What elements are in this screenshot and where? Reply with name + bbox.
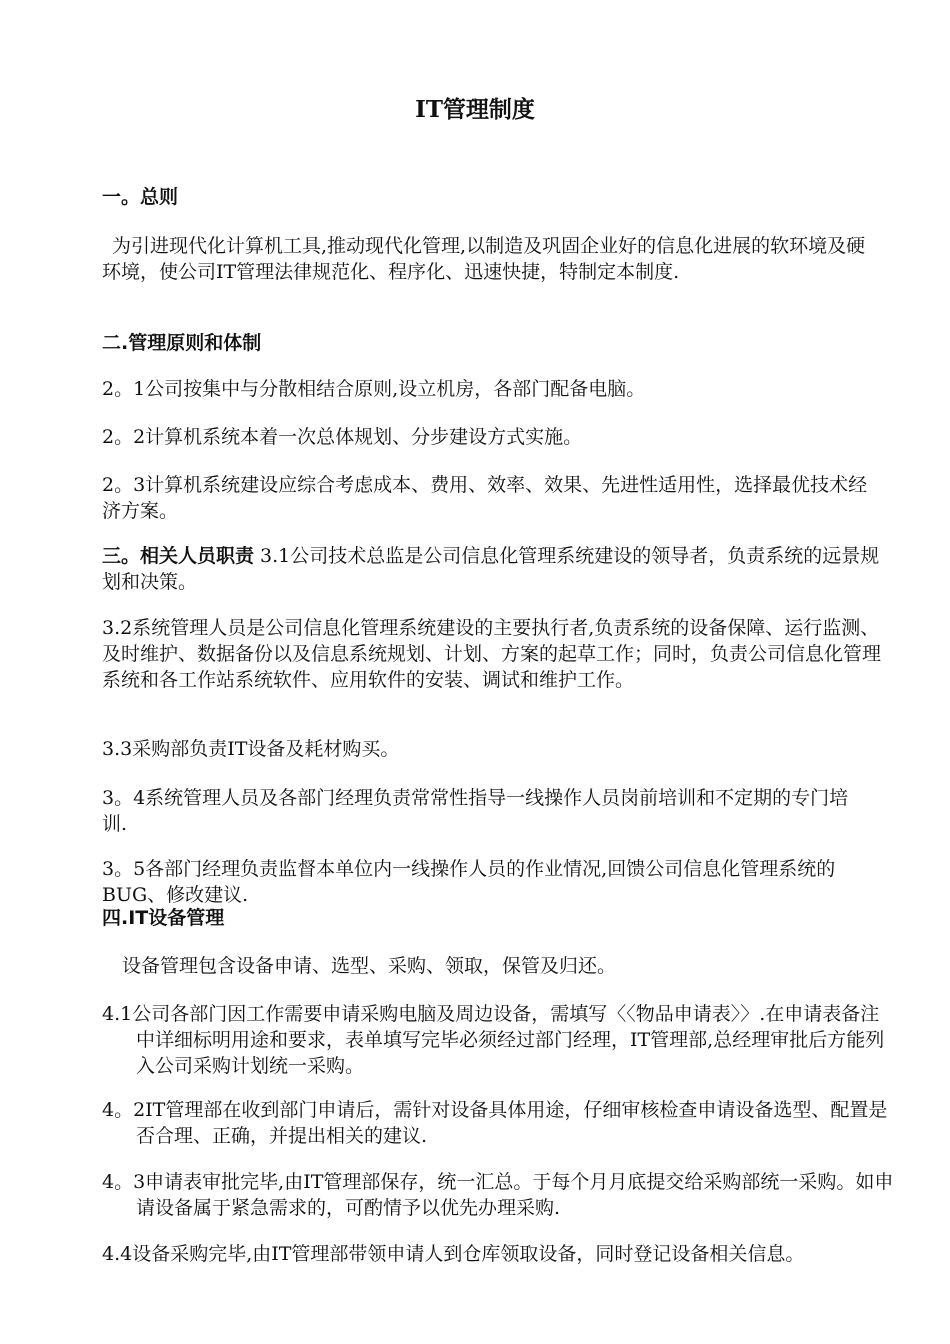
clause-4-2: 4。2IT管理部在收到部门申请后，需针对设备具体用途，仔细审核检查申请设备选型、配置是否合理、正确，并提出相关的建议.: [102, 1099, 888, 1147]
clause-3-5: 3。5各部门经理负责监督本单位内一线操作人员的作业情况,回馈公司信息化管理系统的BUG、修改建议.: [102, 858, 836, 906]
section-3-heading: 三。相关人员职责: [102, 545, 255, 567]
clause-2-3: 2。3计算机系统建设应综合考虑成本、费用、效率、效果、先进性适用性，选择最优技术经济方案。: [102, 474, 868, 522]
clause-3-3: 3.3采购部负责IT设备及耗材购买。: [102, 738, 400, 760]
clause-4-4: 4.4设备采购完毕,由IT管理部带领申请人到仓库领取设备，同时登记设备相关信息。: [102, 1243, 805, 1265]
clause-3-2: 3.2系统管理人员是公司信息化管理系统建设的主要执行者,负责系统的设备保障、运行监测、及时维护、数据备份以及信息系统规划、计划、方案的起草工作；同时，负责公司信息化管理系统和各工作站系统软件、应用软件的安装、调试和维护工作。: [102, 617, 882, 691]
section-4-heading: 四.IT设备管理: [102, 907, 225, 929]
page-title: IT管理制度: [415, 96, 535, 123]
clause-3-1: 3.1公司技术总监是公司信息化管理系统建设的领导者，负责系统的远景规划和决策。: [102, 545, 880, 593]
clause-4-1: 4.1公司各部门因工作需要申请采购电脑及周边设备，需填写〈〈物品申请表〉〉.在申请表备注中详细标明用途和要求，表单填写完毕必须经过部门经理，IT管理部,总经理审批后方能列入公司采购计划统一采购。: [102, 1003, 885, 1077]
clause-3-4: 3。4系统管理人员及各部门经理负责常常性指导一线操作人员岗前培训和不定期的专门培训.: [102, 787, 849, 835]
section-1-paragraph: 为引进现代化计算机工具,推动现代化管理,以制造及巩固企业好的信息化进展的软环境及硬环境，使公司IT管理法律规范化、程序化、迅速快捷，特制定本制度.: [102, 235, 866, 283]
section-3-block: [102, 543, 882, 595]
section-1-heading: 一。总则: [102, 186, 179, 208]
section-4-intro: 设备管理包含设备申请、选型、采购、领取，保管及归还。: [122, 955, 617, 977]
section-2-heading: 二.管理原则和体制: [102, 332, 262, 354]
clause-4-3: 4。3申请表审批完毕,由IT管理部保存，统一汇总。于每个月月底提交给采购部统一采购。如申请设备属于紧急需求的，可酌情予以优先办理采购.: [102, 1171, 894, 1219]
clause-2-1: 2。1公司按集中与分散相结合原则,设立机房，各部门配备电脑。: [102, 378, 646, 400]
clause-2-2: 2。2计算机系统本着一次总体规划、分步建设方式实施。: [102, 426, 583, 448]
